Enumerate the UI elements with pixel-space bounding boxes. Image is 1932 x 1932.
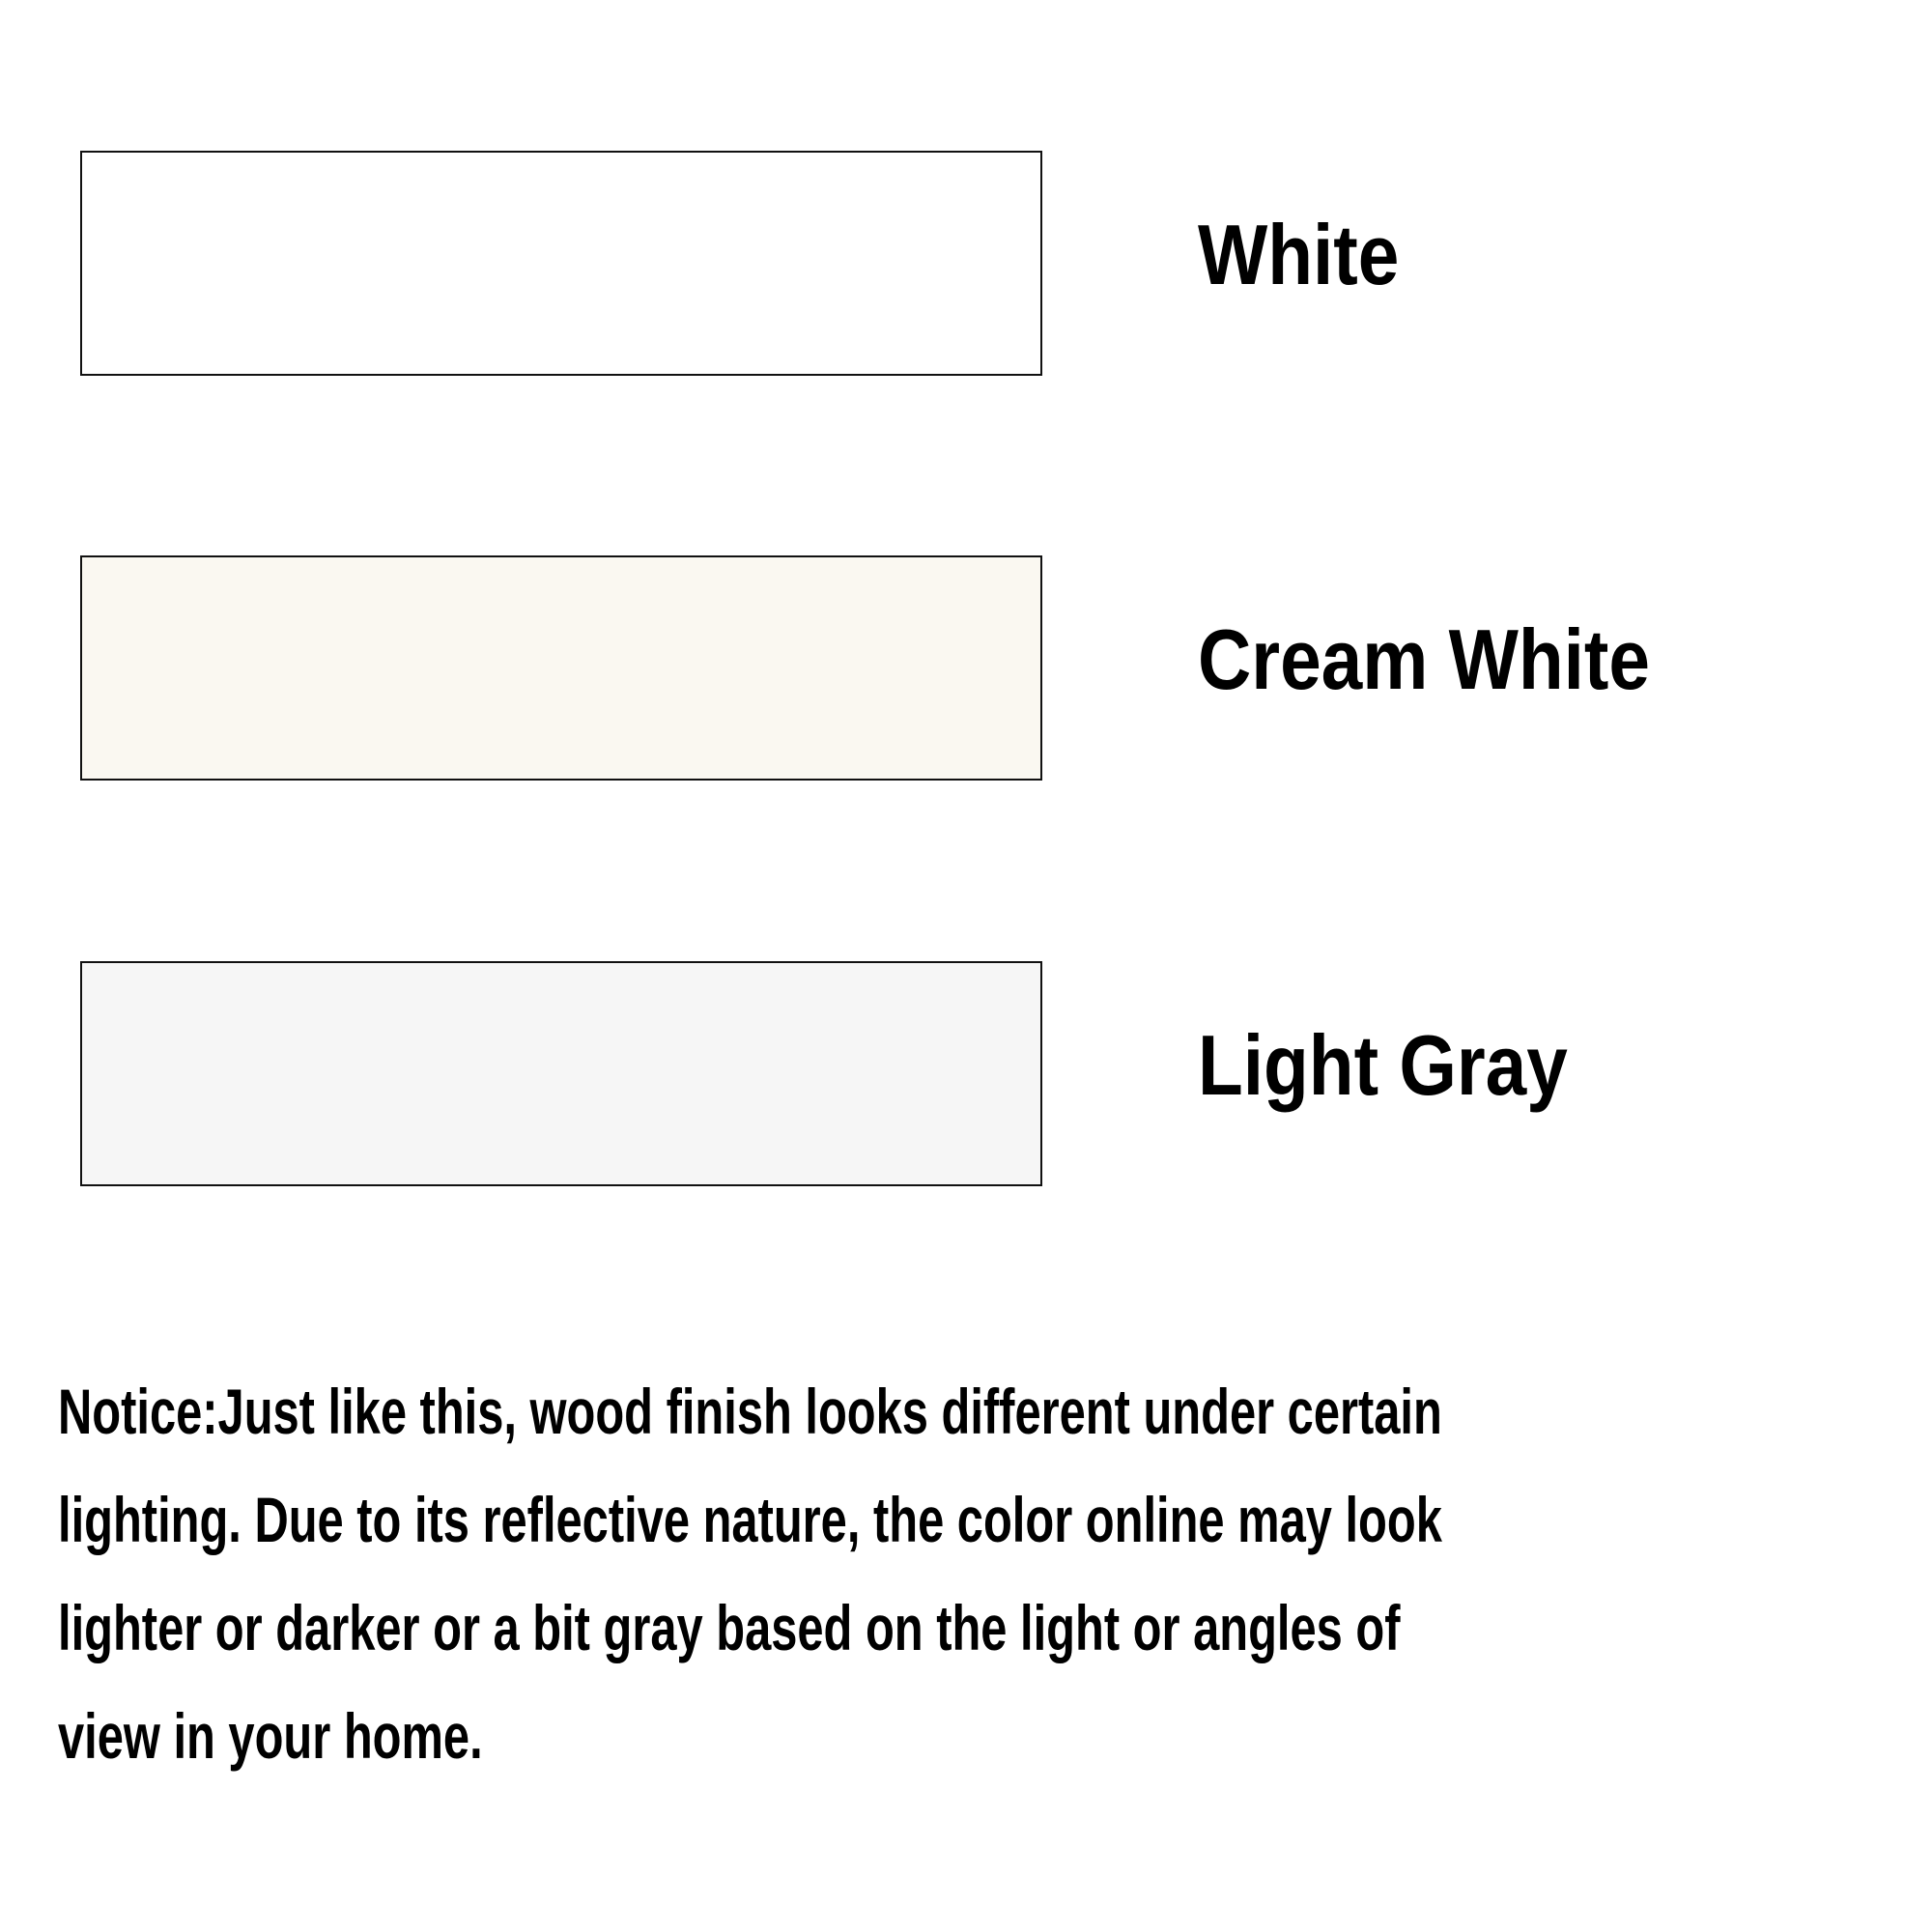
swatch-row-white — [80, 151, 1932, 376]
cream-white-swatch — [80, 555, 1042, 781]
swatch-row-light-gray — [80, 961, 1932, 1186]
notice-line: lighting. Due to its reflective nature, the color online may look — [58, 1484, 1442, 1555]
white-swatch-label: White — [1198, 207, 1400, 302]
light-gray-swatch — [80, 961, 1042, 1186]
white-swatch — [80, 151, 1042, 376]
notice-line: lighter or darker or a bit gray based on the light or angles of — [58, 1592, 1401, 1663]
light-gray-swatch-label: Light Gray — [1198, 1017, 1568, 1113]
notice-line: Notice:Just like this, wood finish looks different under certain — [58, 1376, 1442, 1447]
notice-line: view in your home. — [58, 1700, 483, 1772]
swatch-row-cream-white — [80, 555, 1932, 781]
cream-white-swatch-label: Cream White — [1198, 611, 1650, 707]
notice-text — [58, 1357, 1442, 1790]
